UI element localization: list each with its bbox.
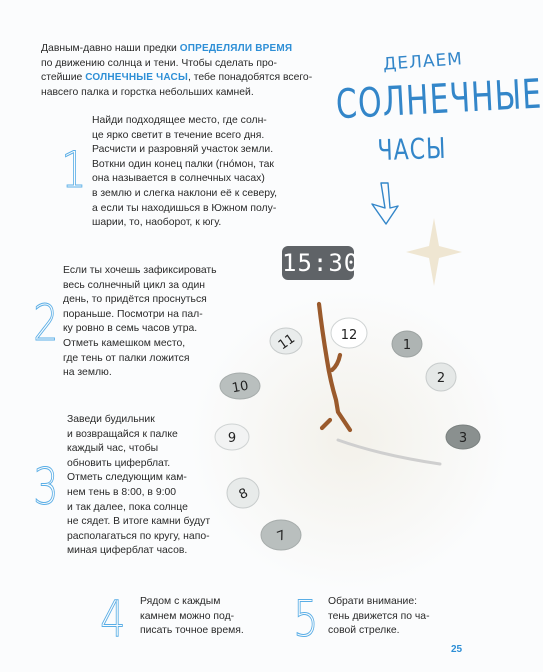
stone-11 [270,328,302,354]
stone-7-label: 7 [275,527,288,545]
intro-text-1: Давным-давно наши предки [41,43,180,54]
step-2-text: Если ты хочешь зафиксировать весь солнечный цикл за один день, то придётся проснуться пораньше. Посмотри на пал- ку ровно в семь часов утра. Отметь камешком место, где тень от палки ложится на землю. [63,265,217,379]
highlight-determined-time: ОПРЕДЕЛЯЛИ ВРЕМЯ [179,43,293,54]
step-4-number: 4 [100,590,126,648]
stone-8 [227,478,259,508]
step-1-number: 1 [61,141,87,199]
stone-12 [331,318,367,348]
title-line-1: ДЕЛАЕМ [382,49,464,75]
title-line-2: СОЛНЕЧНЫЕ [334,71,543,130]
stone-3-label: 3 [458,431,468,446]
step-5-number: 5 [293,590,319,648]
stone-9 [215,424,249,450]
stone-9-label: 9 [227,431,237,446]
intro-text-2: по движению солнца и тени. Чтобы сделать про- стейшие [41,57,278,84]
step-5-text: Обрати внимание: тень движется по ча- совой стрелке. [328,596,430,637]
title-line-3: ЧАСЫ [377,133,447,168]
stone-2 [426,363,456,391]
stone-2-label: 2 [436,371,446,386]
step-4-text: Рядом с каждым камнем можно под- писать точное время. [140,596,244,637]
stone-7 [261,520,301,550]
arrow-down-icon [372,183,398,224]
highlight-sundial: СОЛНЕЧНЫЕ ЧАСЫ [85,72,188,84]
step-3-text: Заведи будильник и возвращайся к палке каждый час, чтобы обновить циферблат. Отметь следующим кам- нем тень в 8:00, в 9:00 и так далее, пока солнце не сядет. В итоге камни будут располагаться по кругу, напо- миная циферблат часов. [67,414,211,557]
page-number: 25 [451,644,463,655]
sparkle-icon [406,218,462,286]
step-1-text: Найди подходящее место, где солн- це ярко светит в течение всего дня. Расчисти и разровняй участок земли. Воткни один конец палки (гно́мон, так она называется в солнечных часах) в землю и слегка наклони её к северу, а если ты находишься в Южном полу- шарии, то, наоборот, к югу. [92,115,277,229]
stone-1 [392,331,422,357]
stone-1-label: 1 [402,338,412,353]
stone-11-label: 11 [275,331,298,354]
stone-8-label: 8 [236,485,251,503]
digital-clock-display: 15:30 [282,246,354,280]
step-2-number: 2 [33,294,59,352]
stone-12-label: 12 [340,328,358,343]
step-3-number: 3 [33,458,59,516]
intro-text-3: , тебе понадобятся всего- навсего палка и горстка небольших камней. [41,72,313,98]
stone-10-label: 10 [230,378,250,397]
stone-10 [220,373,260,399]
stone-3 [446,425,480,449]
